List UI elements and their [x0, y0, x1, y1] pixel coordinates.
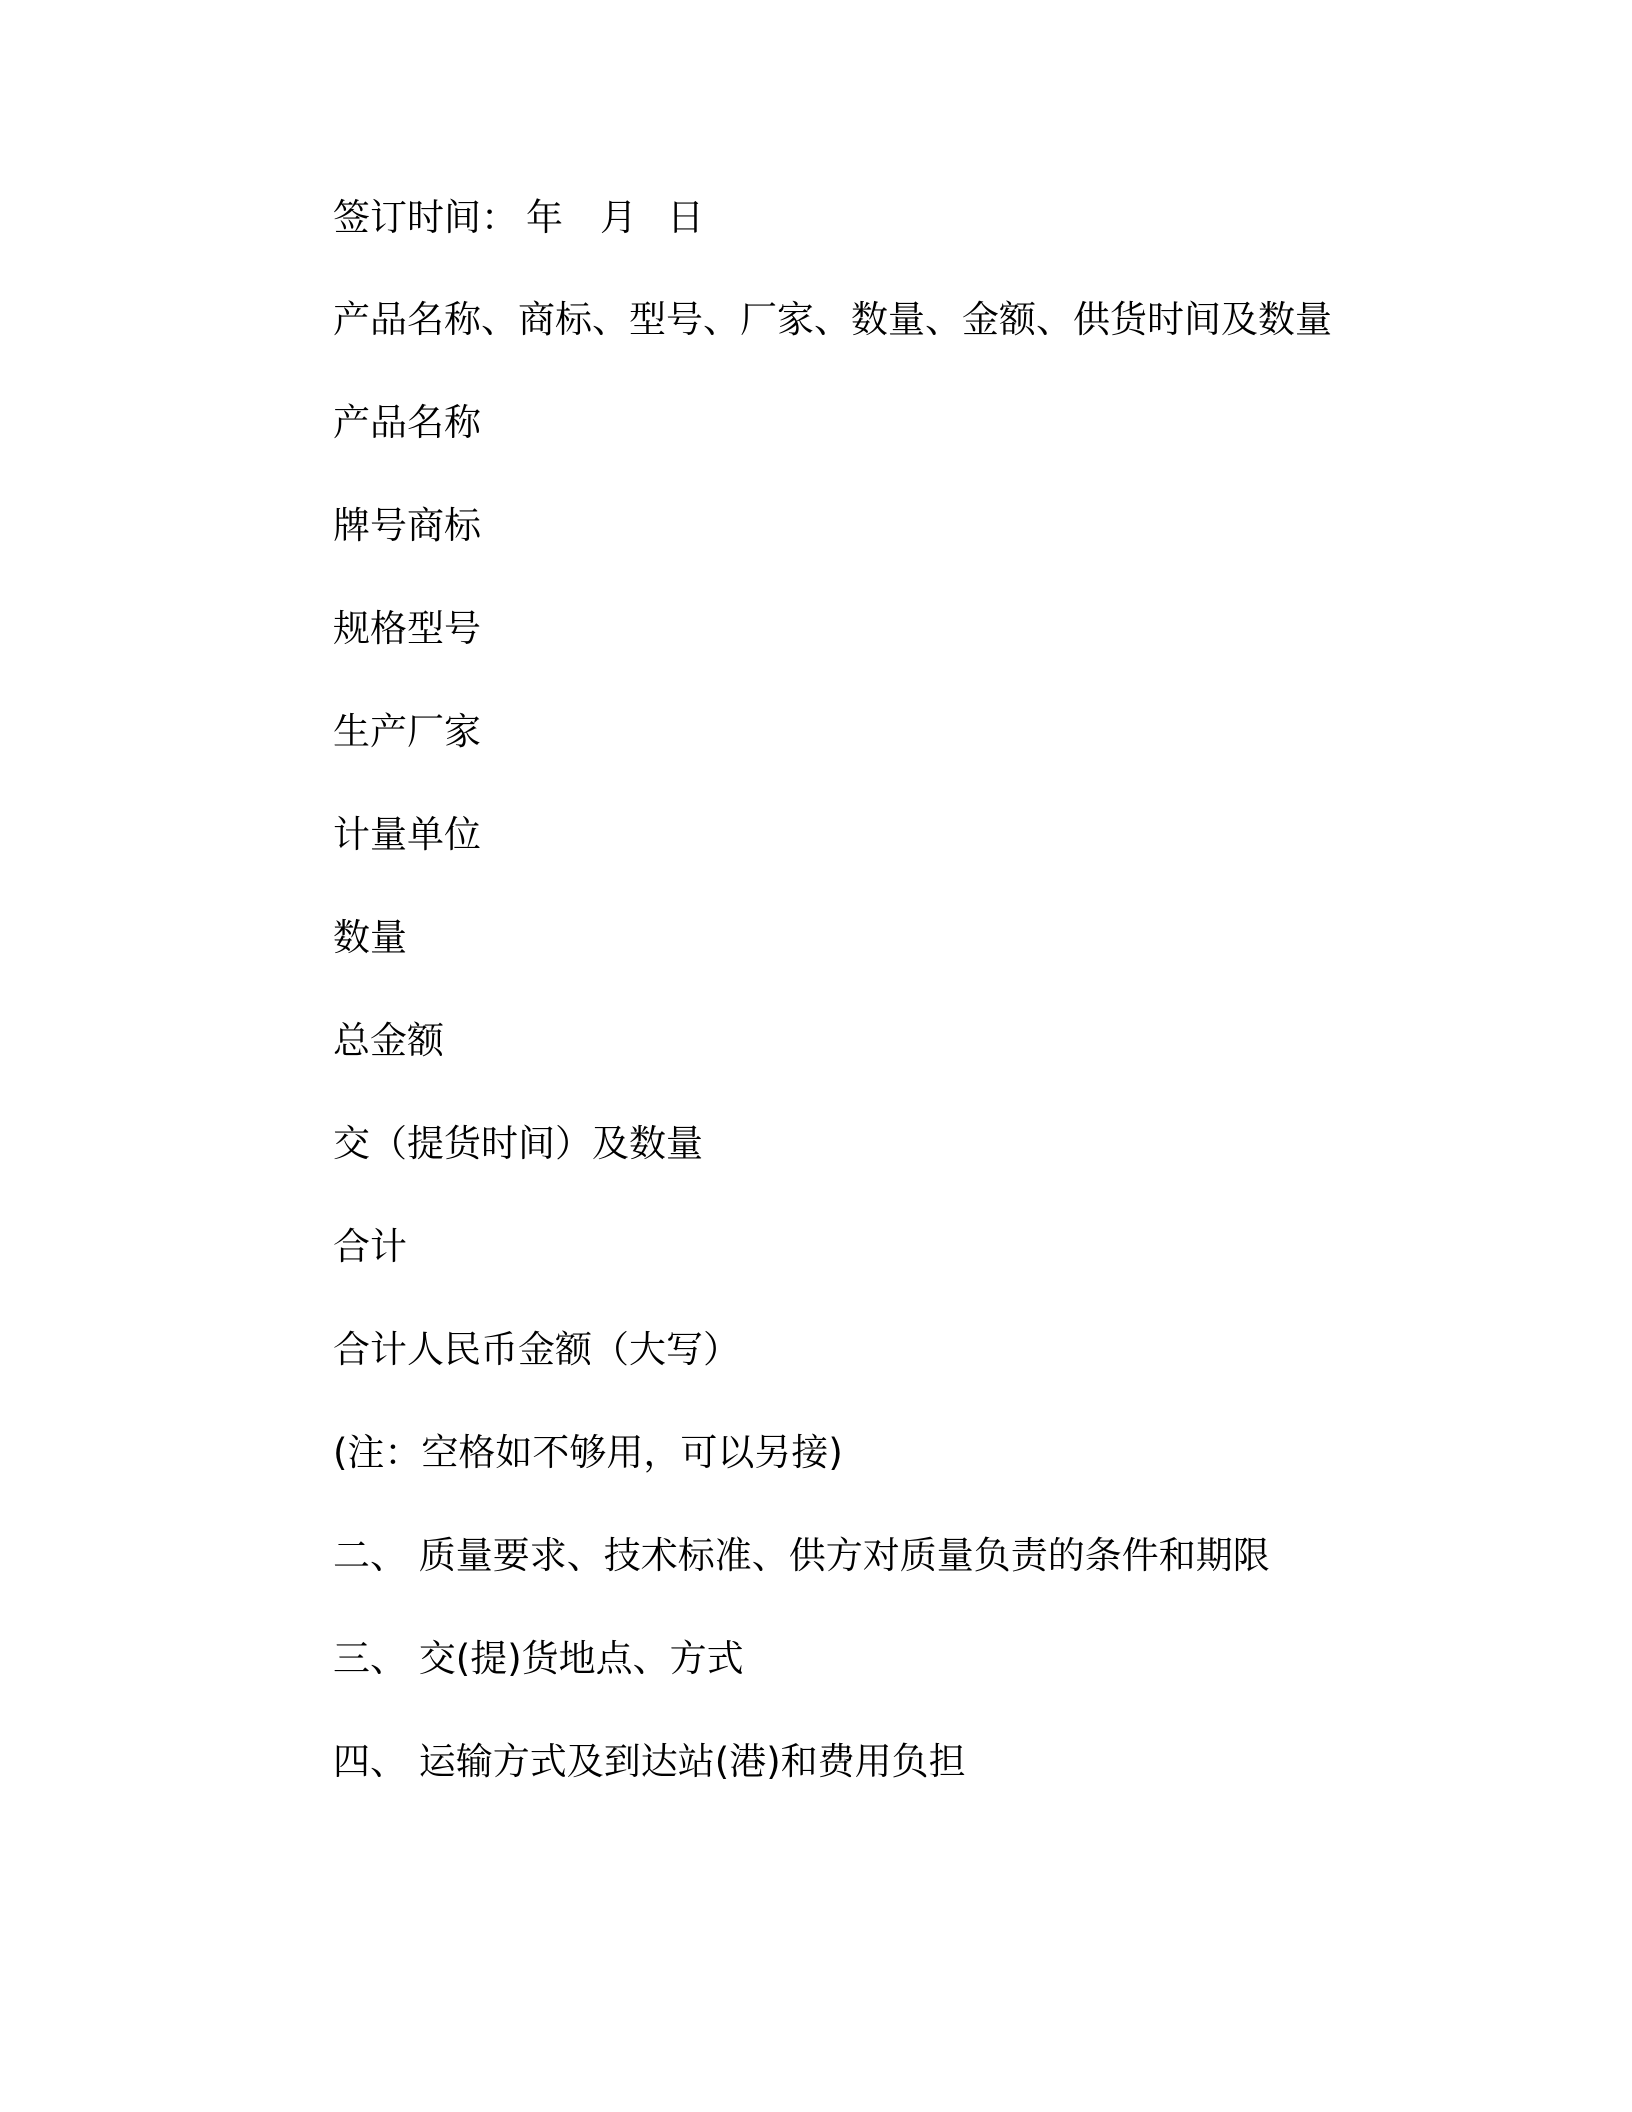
clause-3-delivery-location: 三、 交(提)货地点、方式 [333, 1637, 744, 1680]
clause-4-transport: 四、 运输方式及到达站(港)和费用负担 [333, 1740, 966, 1783]
field-manufacturer: 生产厂家 [333, 710, 481, 753]
section-heading-product-summary: 产品名称、商标、型号、厂家、数量、金额、供货时间及数量 [333, 298, 1332, 341]
field-total: 合计 [333, 1225, 407, 1268]
field-specification-model: 规格型号 [333, 607, 481, 650]
signing-day-label: 日 [667, 196, 704, 239]
field-product-name: 产品名称 [333, 401, 481, 444]
signing-year-label: 年 [526, 196, 563, 239]
signing-date-line [333, 196, 704, 240]
signing-date-label: 签订时间： [333, 196, 518, 239]
field-brand-trademark: 牌号商标 [333, 504, 481, 547]
field-total-rmb-uppercase: 合计人民币金额（大写） [333, 1328, 740, 1371]
field-total-amount: 总金额 [333, 1019, 444, 1062]
field-unit-of-measure: 计量单位 [333, 813, 481, 856]
field-quantity: 数量 [333, 916, 407, 959]
clause-2-quality: 二、 质量要求、技术标准、供方对质量负责的条件和期限 [333, 1534, 1270, 1577]
field-delivery-time-quantity: 交（提货时间）及数量 [333, 1122, 703, 1165]
note-extra-space: (注：空格如不够用，可以另接) [333, 1431, 843, 1474]
signing-month-label: 月 [600, 196, 637, 239]
